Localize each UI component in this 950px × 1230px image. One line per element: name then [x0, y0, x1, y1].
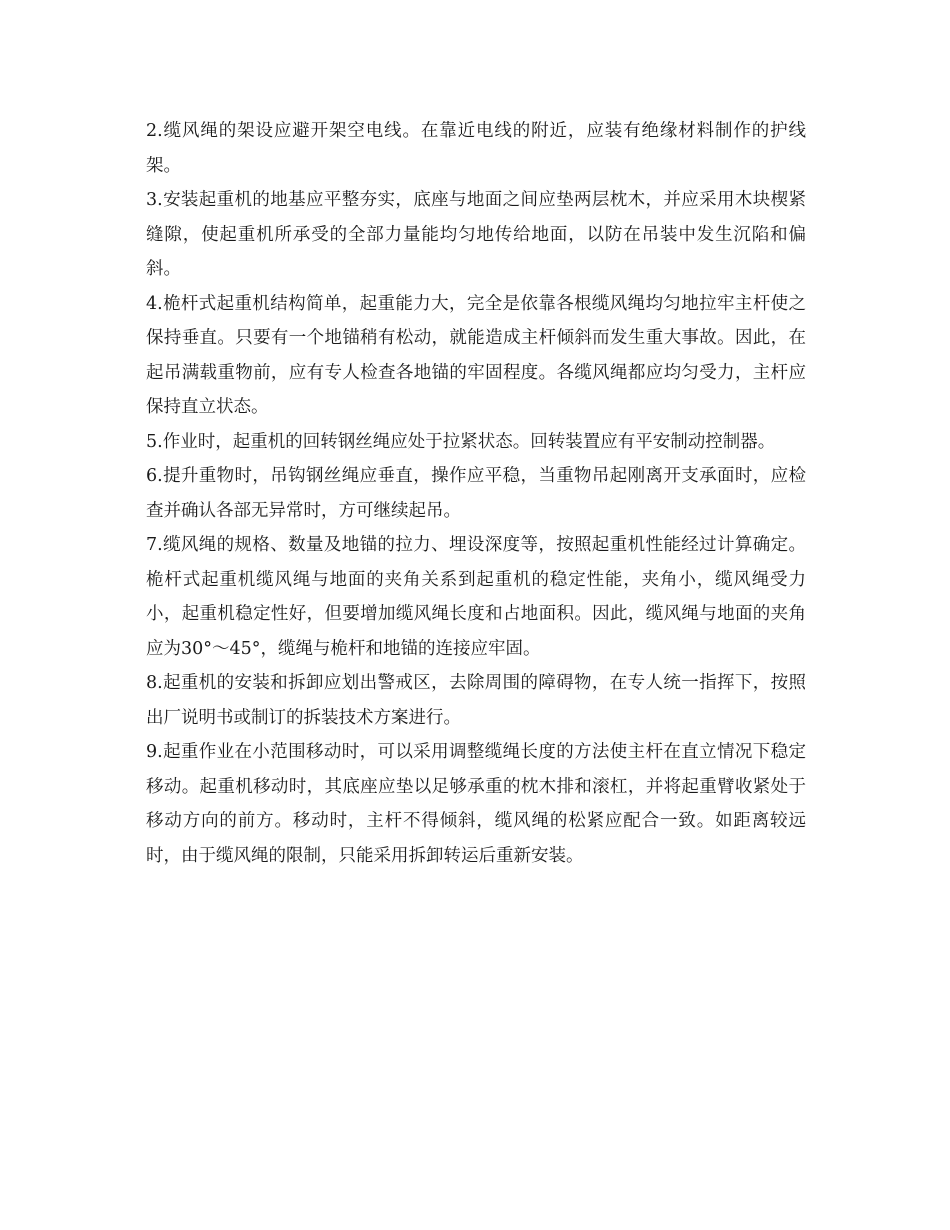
paragraph-item-7: 7.缆风绳的规格、数量及地锚的拉力、埋设深度等，按照起重机性能经过计算确定。桅杆式起重机缆风绳与地面的夹角关系到起重机的稳定性能，夹角小，缆风绳受力小，起重机稳定性好，但要增加缆风绳长度和占地面积。因此，缆风绳与地面的夹角应为30°～45°，缆绳与桅杆和地锚的连接应牢固。 [146, 535, 806, 659]
paragraph-item-2: 2.缆风绳的架设应避开架空电线。在靠近电线的附近，应装有绝缘材料制作的护线架。 [146, 121, 806, 176]
paragraph-item-8: 8.起重机的安装和拆卸应划出警戒区，去除周围的障碍物，在专人统一指挥下，按照出厂说明书或制订的拆装技术方案进行。 [146, 673, 806, 728]
paragraph-item-5: 5.作业时，起重机的回转钢丝绳应处于拉紧状态。回转装置应有平安制动控制器。 [146, 431, 776, 452]
document-body [146, 114, 806, 873]
paragraph-item-9: 9.起重作业在小范围移动时，可以采用调整缆绳长度的方法使主杆在直立情况下稳定移动。起重机移动时，其底座应垫以足够承重的枕木排和滚杠，并将起重臂收紧处于移动方向的前方。移动时，主杆不得倾斜，缆风绳的松紧应配合一致。如距离较远时，由于缆风绳的限制，只能采用拆卸转运后重新安装。 [146, 742, 806, 866]
paragraph-item-3: 3.安装起重机的地基应平整夯实，底座与地面之间应垫两层枕木，并应采用木块楔紧缝隙，使起重机所承受的全部力量能均匀地传给地面，以防在吊装中发生沉陷和偏斜。 [146, 190, 806, 279]
paragraph-item-4: 4.桅杆式起重机结构简单，起重能力大，完全是依靠各根缆风绳均匀地拉牢主杆使之保持垂直。只要有一个地锚稍有松动，就能造成主杆倾斜而发生重大事故。因此，在起吊满载重物前，应有专人检查各地锚的牢固程度。各缆风绳都应均匀受力，主杆应保持直立状态。 [146, 293, 806, 417]
paragraph-item-6: 6.提升重物时，吊钩钢丝绳应垂直，操作应平稳，当重物吊起刚离开支承面时，应检查并确认各部无异常时，方可继续起吊。 [146, 466, 806, 521]
